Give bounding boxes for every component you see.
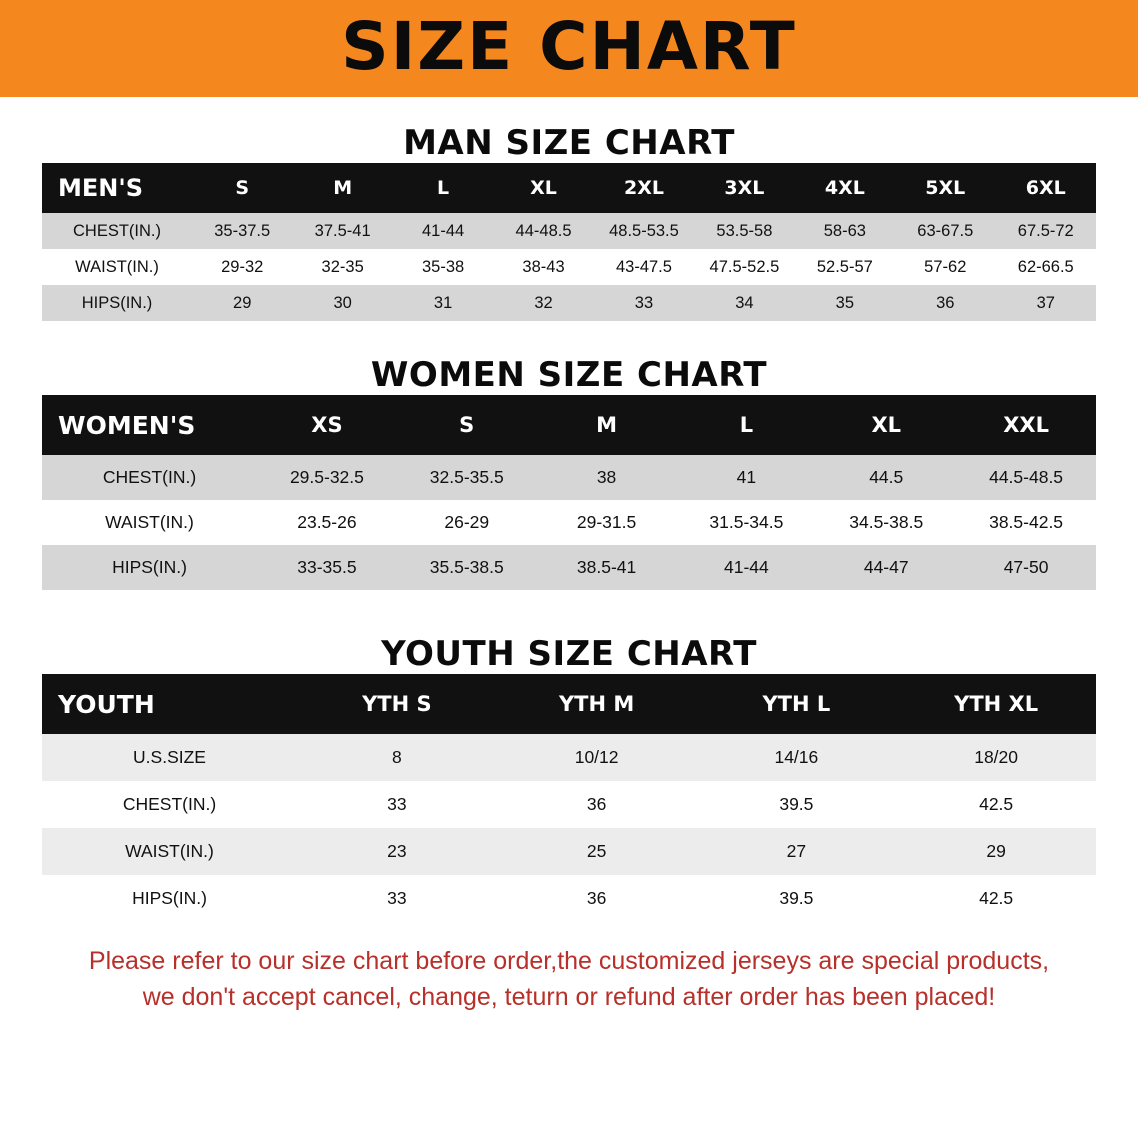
table-cell: 29-31.5	[537, 500, 677, 545]
table-cell: 33-35.5	[257, 545, 397, 590]
row-label: CHEST(IN.)	[42, 455, 257, 500]
table-cell: 29	[192, 285, 292, 321]
table-cell: 39.5	[697, 781, 897, 828]
table-cell: 67.5-72	[996, 213, 1097, 249]
table-cell: 27	[697, 828, 897, 875]
column-header: 5XL	[895, 163, 995, 213]
table-cell: 31.5-34.5	[676, 500, 816, 545]
column-header: S	[397, 395, 537, 455]
man-table-wrap	[0, 163, 1138, 321]
man-size-table	[42, 163, 1096, 321]
row-label: WAIST(IN.)	[42, 500, 257, 545]
table-cell: 31	[393, 285, 493, 321]
table-cell: 29-32	[192, 249, 292, 285]
youth-size-table	[42, 674, 1096, 922]
column-header: 6XL	[996, 163, 1097, 213]
table-cell: 26-29	[397, 500, 537, 545]
column-header: XS	[257, 395, 397, 455]
table-cell: 42.5	[896, 875, 1096, 922]
youth-table-wrap	[0, 674, 1138, 922]
table-header-row	[42, 674, 1096, 734]
table-cell: 29.5-32.5	[257, 455, 397, 500]
column-header: YTH M	[497, 674, 697, 734]
table-row	[42, 213, 1096, 249]
column-header: XXL	[956, 395, 1096, 455]
table-cell: 35.5-38.5	[397, 545, 537, 590]
table-row	[42, 249, 1096, 285]
table-cell: 63-67.5	[895, 213, 995, 249]
table-cell: 18/20	[896, 734, 1096, 781]
table-cell: 35-38	[393, 249, 493, 285]
women-table-body	[42, 455, 1096, 590]
table-row	[42, 828, 1096, 875]
table-cell: 53.5-58	[694, 213, 794, 249]
column-header: M	[292, 163, 392, 213]
table-cell: 36	[497, 875, 697, 922]
table-cell: 39.5	[697, 875, 897, 922]
column-header: YTH L	[697, 674, 897, 734]
column-header: WOMEN'S	[42, 395, 257, 455]
row-label: WAIST(IN.)	[42, 828, 297, 875]
table-row	[42, 734, 1096, 781]
column-header: 3XL	[694, 163, 794, 213]
column-header: YTH S	[297, 674, 497, 734]
table-row	[42, 285, 1096, 321]
table-cell: 38.5-42.5	[956, 500, 1096, 545]
women-size-table	[42, 395, 1096, 590]
women-table-head	[42, 395, 1096, 455]
table-cell: 44.5-48.5	[956, 455, 1096, 500]
table-cell: 47-50	[956, 545, 1096, 590]
table-cell: 10/12	[497, 734, 697, 781]
table-cell: 32	[493, 285, 593, 321]
row-label: U.S.SIZE	[42, 734, 297, 781]
column-header: 4XL	[795, 163, 895, 213]
table-cell: 32-35	[292, 249, 392, 285]
banner	[0, 0, 1138, 97]
youth-table-body	[42, 734, 1096, 922]
table-header-row	[42, 395, 1096, 455]
row-label: HIPS(IN.)	[42, 285, 192, 321]
table-cell: 36	[895, 285, 995, 321]
column-header: L	[676, 395, 816, 455]
table-row	[42, 781, 1096, 828]
table-cell: 44-48.5	[493, 213, 593, 249]
table-cell: 43-47.5	[594, 249, 694, 285]
table-cell: 33	[297, 781, 497, 828]
column-header: YOUTH	[42, 674, 297, 734]
table-cell: 23.5-26	[257, 500, 397, 545]
table-row	[42, 500, 1096, 545]
table-cell: 37.5-41	[292, 213, 392, 249]
table-cell: 33	[297, 875, 497, 922]
table-cell: 38-43	[493, 249, 593, 285]
disclaimer-line-1: Please refer to our size chart before order,the customized jerseys are special products,	[88, 947, 1050, 975]
table-cell: 36	[497, 781, 697, 828]
table-cell: 44-47	[816, 545, 956, 590]
table-cell: 58-63	[795, 213, 895, 249]
column-header: XL	[493, 163, 593, 213]
table-cell: 47.5-52.5	[694, 249, 794, 285]
youth-table-head	[42, 674, 1096, 734]
row-label: HIPS(IN.)	[42, 545, 257, 590]
table-cell: 30	[292, 285, 392, 321]
table-cell: 33	[594, 285, 694, 321]
table-cell: 48.5-53.5	[594, 213, 694, 249]
youth-section-heading: YOUTH SIZE CHART	[381, 634, 757, 674]
column-header: L	[393, 163, 493, 213]
table-cell: 52.5-57	[795, 249, 895, 285]
table-cell: 35-37.5	[192, 213, 292, 249]
man-table-body	[42, 213, 1096, 321]
table-cell: 62-66.5	[996, 249, 1097, 285]
table-cell: 34	[694, 285, 794, 321]
row-label: WAIST(IN.)	[42, 249, 192, 285]
table-cell: 57-62	[895, 249, 995, 285]
column-header: S	[192, 163, 292, 213]
table-cell: 37	[996, 285, 1097, 321]
table-cell: 38.5-41	[537, 545, 677, 590]
table-cell: 14/16	[697, 734, 897, 781]
column-header: YTH XL	[896, 674, 1096, 734]
table-cell: 41-44	[393, 213, 493, 249]
table-cell: 38	[537, 455, 677, 500]
table-cell: 25	[497, 828, 697, 875]
man-section-heading: MAN SIZE CHART	[403, 123, 735, 163]
table-header-row	[42, 163, 1096, 213]
row-label: CHEST(IN.)	[42, 781, 297, 828]
table-cell: 32.5-35.5	[397, 455, 537, 500]
row-label: CHEST(IN.)	[42, 213, 192, 249]
column-header: MEN'S	[42, 163, 192, 213]
table-row	[42, 455, 1096, 500]
table-cell: 8	[297, 734, 497, 781]
table-cell: 35	[795, 285, 895, 321]
women-section-heading: WOMEN SIZE CHART	[370, 355, 768, 395]
column-header: M	[537, 395, 677, 455]
women-table-wrap	[0, 395, 1138, 590]
table-row	[42, 545, 1096, 590]
table-cell: 23	[297, 828, 497, 875]
disclaimer-note	[0, 944, 1138, 1015]
man-table-head	[42, 163, 1096, 213]
table-cell: 42.5	[896, 781, 1096, 828]
table-cell: 34.5-38.5	[816, 500, 956, 545]
disclaimer-line-2: we don't accept cancel, change, teturn or refund after order has been placed!	[142, 982, 996, 1011]
column-header: 2XL	[594, 163, 694, 213]
table-cell: 44.5	[816, 455, 956, 500]
column-header: XL	[816, 395, 956, 455]
banner-title: SIZE CHART	[341, 7, 797, 85]
table-cell: 41-44	[676, 545, 816, 590]
row-label: HIPS(IN.)	[42, 875, 297, 922]
table-row	[42, 875, 1096, 922]
table-cell: 29	[896, 828, 1096, 875]
table-cell: 41	[676, 455, 816, 500]
